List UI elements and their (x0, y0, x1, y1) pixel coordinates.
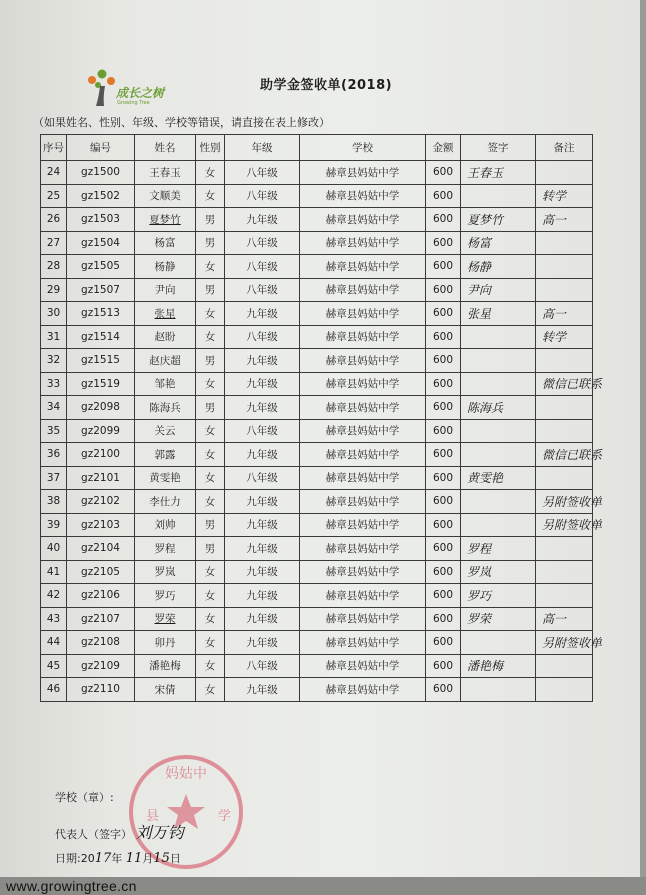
cell-remark (536, 654, 593, 678)
cell-school: 赫章县妈姑中学 (300, 607, 426, 631)
table-header-row (41, 135, 593, 161)
table-row (41, 631, 593, 655)
cell-sex: 男 (196, 208, 225, 232)
table-row (41, 443, 593, 467)
header-signature: 签字 (461, 135, 536, 161)
cell-amount: 600 (426, 302, 461, 326)
cell-name: 罗岚 (135, 560, 196, 584)
cell-signature (461, 325, 536, 349)
cell-id: gz1502 (67, 184, 135, 208)
cell-seq: 40 (41, 537, 67, 561)
cell-seq: 30 (41, 302, 67, 326)
cell-sex: 女 (196, 466, 225, 490)
cell-sex: 女 (196, 631, 225, 655)
cell-remark (536, 231, 593, 255)
svg-text:妈姑中: 妈姑中 (165, 766, 207, 782)
cell-name: 潘艳梅 (135, 654, 196, 678)
cell-grade: 九年级 (225, 584, 300, 608)
cell-remark: 另附签收单 (536, 513, 593, 537)
cell-signature (461, 490, 536, 514)
cell-remark: 转学 (536, 325, 593, 349)
cell-remark (536, 396, 593, 420)
cell-sex: 男 (196, 396, 225, 420)
date-day: 15 (153, 851, 170, 866)
cell-sex: 女 (196, 584, 225, 608)
cell-seq: 31 (41, 325, 67, 349)
cell-sex: 女 (196, 678, 225, 702)
cell-school: 赫章县妈姑中学 (300, 513, 426, 537)
document-title: 助学金签收单(2018) (260, 78, 393, 93)
cell-sex: 女 (196, 607, 225, 631)
cell-amount: 600 (426, 208, 461, 232)
cell-amount: 600 (426, 678, 461, 702)
cell-amount: 600 (426, 466, 461, 490)
cell-school: 赫章县妈姑中学 (300, 631, 426, 655)
cell-school: 赫章县妈姑中学 (300, 325, 426, 349)
cell-grade: 八年级 (225, 466, 300, 490)
cell-remark (536, 349, 593, 373)
cell-seq: 39 (41, 513, 67, 537)
table-row (41, 302, 593, 326)
date-month-unit: 月 (142, 852, 154, 865)
cell-name: 杨静 (135, 255, 196, 279)
cell-sex: 女 (196, 161, 225, 185)
cell-seq: 35 (41, 419, 67, 443)
cell-name: 邹艳 (135, 372, 196, 396)
cell-seq: 24 (41, 161, 67, 185)
cell-grade: 九年级 (225, 678, 300, 702)
cell-name: 张星 (135, 302, 196, 326)
cell-amount: 600 (426, 161, 461, 185)
cell-sex: 女 (196, 372, 225, 396)
table-row (41, 208, 593, 232)
cell-id: gz1505 (67, 255, 135, 279)
cell-amount: 600 (426, 184, 461, 208)
cell-signature: 黄雯艳 (461, 466, 536, 490)
header-sex: 性别 (196, 135, 225, 161)
date-month: 11 (125, 851, 143, 866)
cell-name: 罗巧 (135, 584, 196, 608)
cell-id: gz2109 (67, 654, 135, 678)
cell-seq: 27 (41, 231, 67, 255)
cell-school: 赫章县妈姑中学 (300, 419, 426, 443)
cell-name: 文顺美 (135, 184, 196, 208)
table-row (41, 560, 593, 584)
table-row (41, 255, 593, 279)
cell-id: gz2102 (67, 490, 135, 514)
cell-sex: 女 (196, 325, 225, 349)
cell-signature: 罗荣 (461, 607, 536, 631)
footer-date (55, 850, 181, 866)
cell-name: 陈海兵 (135, 396, 196, 420)
cell-amount: 600 (426, 255, 461, 279)
cell-name: 卯丹 (135, 631, 196, 655)
header-name: 姓名 (135, 135, 196, 161)
cell-remark (536, 278, 593, 302)
cell-remark (536, 466, 593, 490)
cell-amount: 600 (426, 278, 461, 302)
cell-amount: 600 (426, 325, 461, 349)
cell-remark (536, 537, 593, 561)
cell-seq: 37 (41, 466, 67, 490)
cell-amount: 600 (426, 349, 461, 373)
cell-seq: 42 (41, 584, 67, 608)
table-row (41, 490, 593, 514)
cell-seq: 26 (41, 208, 67, 232)
logo-text: 成长之树 (116, 86, 165, 100)
cell-sex: 女 (196, 443, 225, 467)
cell-amount: 600 (426, 231, 461, 255)
cell-signature: 陈海兵 (461, 396, 536, 420)
cell-id: gz2100 (67, 443, 135, 467)
cell-school: 赫章县妈姑中学 (300, 161, 426, 185)
cell-grade: 八年级 (225, 278, 300, 302)
cell-remark: 转学 (536, 184, 593, 208)
cell-grade: 八年级 (225, 161, 300, 185)
cell-name: 罗荣 (135, 607, 196, 631)
cell-name: 王春玉 (135, 161, 196, 185)
cell-school: 赫章县妈姑中学 (300, 231, 426, 255)
cell-remark (536, 255, 593, 279)
cell-signature (461, 513, 536, 537)
cell-name: 郭露 (135, 443, 196, 467)
cell-seq: 28 (41, 255, 67, 279)
cell-school: 赫章县妈姑中学 (300, 372, 426, 396)
table-row (41, 466, 593, 490)
cell-name: 尹向 (135, 278, 196, 302)
cell-remark (536, 678, 593, 702)
cell-sex: 男 (196, 537, 225, 561)
cell-grade: 九年级 (225, 349, 300, 373)
cell-id: gz1513 (67, 302, 135, 326)
cell-signature (461, 631, 536, 655)
cell-grade: 九年级 (225, 513, 300, 537)
cell-grade: 九年级 (225, 560, 300, 584)
cell-grade: 八年级 (225, 419, 300, 443)
cell-signature: 罗巧 (461, 584, 536, 608)
header-seq: 序号 (41, 135, 67, 161)
table-row (41, 654, 593, 678)
cell-amount: 600 (426, 560, 461, 584)
cell-remark (536, 419, 593, 443)
cell-name: 黄雯艳 (135, 466, 196, 490)
cell-amount: 600 (426, 372, 461, 396)
cell-sex: 女 (196, 255, 225, 279)
cell-sex: 女 (196, 419, 225, 443)
footer-representative (55, 820, 184, 843)
cell-grade: 九年级 (225, 208, 300, 232)
footer-school-stamp: 学校（章）: (55, 791, 114, 804)
cell-seq: 43 (41, 607, 67, 631)
svg-text:学: 学 (218, 809, 232, 824)
cell-grade: 九年级 (225, 443, 300, 467)
cell-amount: 600 (426, 537, 461, 561)
table-row (41, 325, 593, 349)
cell-signature: 罗程 (461, 537, 536, 561)
cell-sex: 女 (196, 560, 225, 584)
cell-school: 赫章县妈姑中学 (300, 443, 426, 467)
cell-amount: 600 (426, 631, 461, 655)
cell-sex: 男 (196, 349, 225, 373)
cell-grade: 九年级 (225, 537, 300, 561)
cell-grade: 九年级 (225, 372, 300, 396)
sign-off-table (40, 134, 603, 702)
footer-rep-label: 代表人（签字） (55, 828, 132, 841)
cell-sex: 女 (196, 184, 225, 208)
cell-seq: 45 (41, 654, 67, 678)
cell-grade: 八年级 (225, 231, 300, 255)
cell-school: 赫章县妈姑中学 (300, 654, 426, 678)
cell-id: gz1503 (67, 208, 135, 232)
cell-name: 杨富 (135, 231, 196, 255)
footer-rep-signature: 刘万钧 (135, 823, 184, 842)
cell-sex: 女 (196, 490, 225, 514)
table-row (41, 584, 593, 608)
table-row (41, 513, 593, 537)
cell-signature (461, 443, 536, 467)
cell-school: 赫章县妈姑中学 (300, 255, 426, 279)
cell-remark (536, 584, 593, 608)
cell-id: gz2105 (67, 560, 135, 584)
table-row (41, 678, 593, 702)
cell-name: 刘帅 (135, 513, 196, 537)
cell-signature: 潘艳梅 (461, 654, 536, 678)
cell-amount: 600 (426, 490, 461, 514)
cell-amount: 600 (426, 584, 461, 608)
cell-remark: 另附签收单 (536, 631, 593, 655)
cell-id: gz1519 (67, 372, 135, 396)
cell-remark: 高一 (536, 208, 593, 232)
table-row (41, 537, 593, 561)
cell-id: gz2103 (67, 513, 135, 537)
cell-seq: 34 (41, 396, 67, 420)
cell-amount: 600 (426, 443, 461, 467)
cell-signature (461, 678, 536, 702)
table-row (41, 184, 593, 208)
cell-sex: 男 (196, 231, 225, 255)
cell-sex: 男 (196, 513, 225, 537)
cell-grade: 八年级 (225, 325, 300, 349)
table-row (41, 607, 593, 631)
cell-remark (536, 560, 593, 584)
cell-grade: 八年级 (225, 184, 300, 208)
date-label: 日期:20 (55, 852, 95, 865)
cell-school: 赫章县妈姑中学 (300, 584, 426, 608)
cell-signature: 夏梦竹 (461, 208, 536, 232)
site-watermark: www.growingtree.cn (0, 877, 646, 895)
cell-seq: 46 (41, 678, 67, 702)
cell-sex: 女 (196, 654, 225, 678)
cell-school: 赫章县妈姑中学 (300, 349, 426, 373)
cell-amount: 600 (426, 513, 461, 537)
instruction-note: （如果姓名、性别、年级、学校等错误，请直接在表上修改） (33, 116, 330, 129)
table-row (41, 372, 593, 396)
cell-school: 赫章县妈姑中学 (300, 466, 426, 490)
cell-id: gz1500 (67, 161, 135, 185)
cell-id: gz2099 (67, 419, 135, 443)
cell-signature: 杨富 (461, 231, 536, 255)
cell-grade: 九年级 (225, 631, 300, 655)
cell-id: gz2098 (67, 396, 135, 420)
cell-seq: 41 (41, 560, 67, 584)
cell-signature (461, 184, 536, 208)
cell-school: 赫章县妈姑中学 (300, 208, 426, 232)
cell-signature: 张星 (461, 302, 536, 326)
logo-subtext: Growing Tree (117, 100, 150, 106)
cell-id: gz2101 (67, 466, 135, 490)
cell-id: gz2106 (67, 584, 135, 608)
cell-school: 赫章县妈姑中学 (300, 184, 426, 208)
cell-signature (461, 349, 536, 373)
cell-seq: 36 (41, 443, 67, 467)
cell-school: 赫章县妈姑中学 (300, 490, 426, 514)
cell-id: gz1507 (67, 278, 135, 302)
cell-seq: 29 (41, 278, 67, 302)
cell-name: 赵盼 (135, 325, 196, 349)
cell-id: gz2108 (67, 631, 135, 655)
cell-signature (461, 372, 536, 396)
cell-seq: 32 (41, 349, 67, 373)
cell-remark: 微信已联系 (536, 372, 593, 396)
cell-name: 罗程 (135, 537, 196, 561)
header-school: 学校 (300, 135, 426, 161)
cell-signature: 罗岚 (461, 560, 536, 584)
cell-name: 赵庆超 (135, 349, 196, 373)
cell-name: 李仕力 (135, 490, 196, 514)
cell-grade: 八年级 (225, 255, 300, 279)
cell-school: 赫章县妈姑中学 (300, 396, 426, 420)
cell-seq: 44 (41, 631, 67, 655)
cell-signature (461, 419, 536, 443)
header-id: 编号 (67, 135, 135, 161)
cell-amount: 600 (426, 654, 461, 678)
cell-amount: 600 (426, 396, 461, 420)
table-row (41, 278, 593, 302)
header-remark: 备注 (536, 135, 593, 161)
cell-id: gz2107 (67, 607, 135, 631)
cell-grade: 九年级 (225, 396, 300, 420)
header-amount: 金额 (426, 135, 461, 161)
cell-school: 赫章县妈姑中学 (300, 537, 426, 561)
cell-name: 夏梦竹 (135, 208, 196, 232)
cell-remark: 高一 (536, 607, 593, 631)
cell-school: 赫章县妈姑中学 (300, 560, 426, 584)
table-row (41, 161, 593, 185)
table-row (41, 396, 593, 420)
header-grade: 年级 (225, 135, 300, 161)
svg-text:县: 县 (146, 809, 160, 824)
cell-amount: 600 (426, 607, 461, 631)
cell-signature: 王春玉 (461, 161, 536, 185)
date-day-unit: 日 (169, 852, 181, 865)
cell-remark (536, 161, 593, 185)
cell-seq: 25 (41, 184, 67, 208)
table-row (41, 349, 593, 373)
cell-seq: 38 (41, 490, 67, 514)
cell-remark: 高一 (536, 302, 593, 326)
cell-remark: 另附签收单 (536, 490, 593, 514)
cell-id: gz1515 (67, 349, 135, 373)
cell-grade: 九年级 (225, 607, 300, 631)
cell-signature: 尹向 (461, 278, 536, 302)
cell-grade: 九年级 (225, 302, 300, 326)
cell-id: gz2110 (67, 678, 135, 702)
cell-id: gz2104 (67, 537, 135, 561)
date-year-unit: 年 (111, 852, 123, 865)
table-row (41, 231, 593, 255)
cell-signature: 杨静 (461, 255, 536, 279)
cell-name: 宋倩 (135, 678, 196, 702)
cell-school: 赫章县妈姑中学 (300, 302, 426, 326)
cell-school: 赫章县妈姑中学 (300, 678, 426, 702)
cell-sex: 男 (196, 278, 225, 302)
cell-grade: 九年级 (225, 490, 300, 514)
cell-id: gz1504 (67, 231, 135, 255)
cell-grade: 八年级 (225, 654, 300, 678)
date-year: 17 (94, 851, 112, 866)
cell-id: gz1514 (67, 325, 135, 349)
cell-school: 赫章县妈姑中学 (300, 278, 426, 302)
cell-remark: 微信已联系 (536, 443, 593, 467)
table-row (41, 419, 593, 443)
cell-name: 关云 (135, 419, 196, 443)
cell-sex: 女 (196, 302, 225, 326)
cell-amount: 600 (426, 419, 461, 443)
cell-seq: 33 (41, 372, 67, 396)
